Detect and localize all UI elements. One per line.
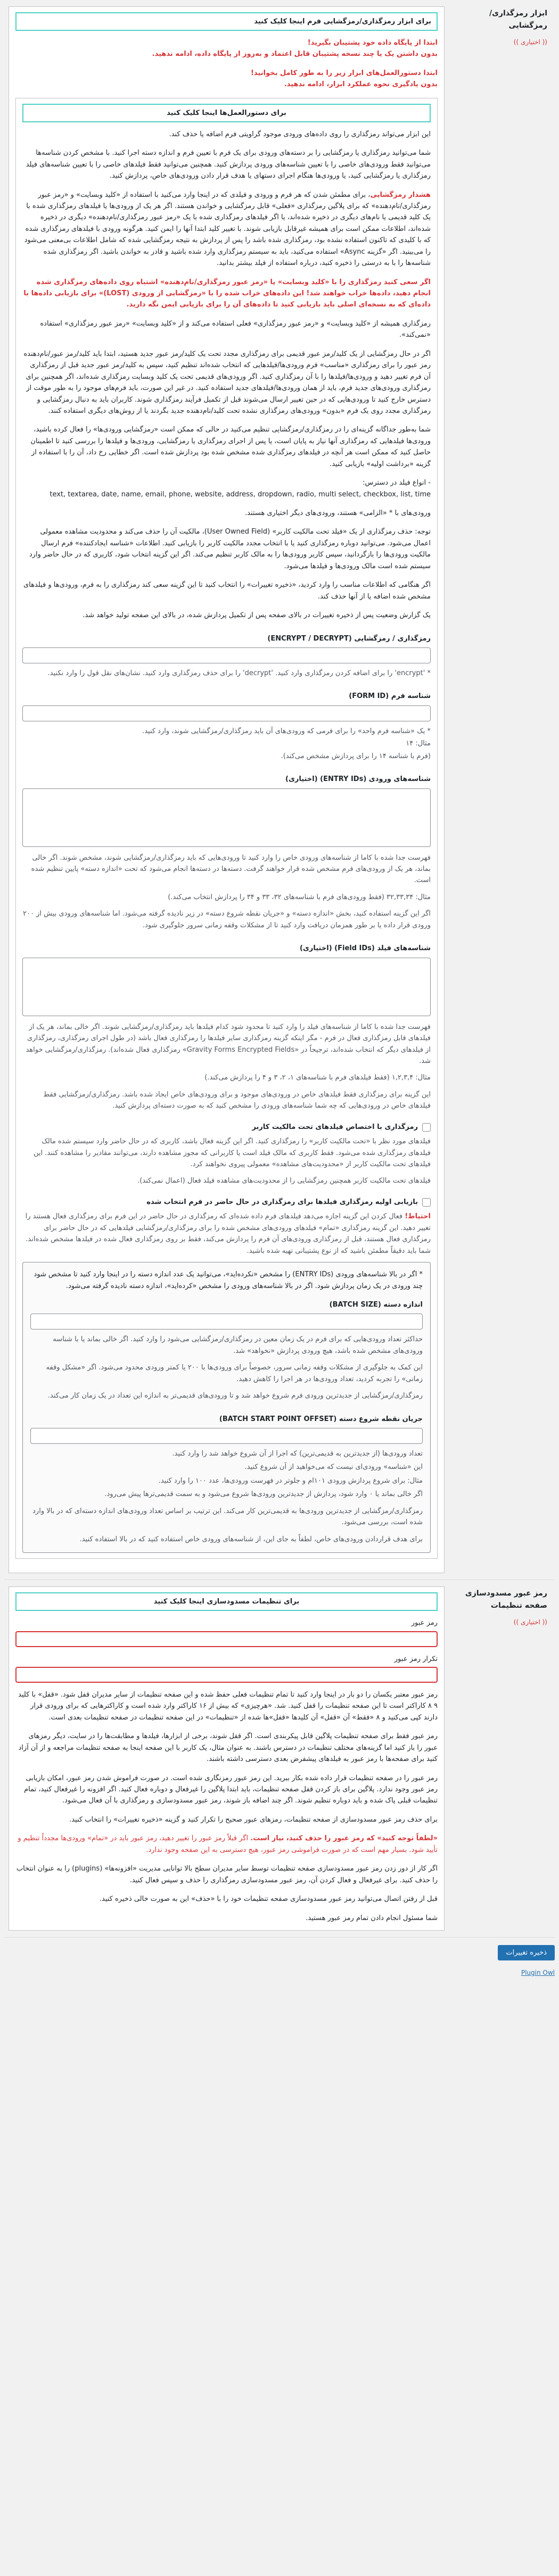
owner-checkbox[interactable]: [422, 1123, 431, 1132]
password-label: رمز عبور: [411, 1619, 438, 1627]
decrypt-warning-paragraph: [22, 189, 431, 269]
lock-red-lead: «لطفاً توجه کنید» که رمز عبور را حذف کنید، نیاز است.: [250, 1834, 438, 1843]
batch-start-note: این «شناسه» ورودی‌ای نیست که می‌خواهید از آن شروع کنید.: [244, 1463, 423, 1472]
batch-start-note: اگر خالی بماند یا ۰ وارد شود، پردازش از جدیدترین ورودی‌ها شروع می‌شود و به سمت قدیمی‌ترها پیش می‌رود.: [104, 1490, 423, 1499]
entry-ids-example: مثال: ۳۲,۳۳,۳۴ (فقط ورودی‌های فرم با شناسه‌های ۳۲، ۳۳ و ۳۴ را پردازش انتخاب می‌کند.): [168, 893, 431, 901]
entry-ids-note: اگر این گزینه استفاده کنید، بخش «اندازه دسته» و «جریان نقطه شروع دسته» در زیر نادیده گرفته می‌شود. اما شناسه‌های ورودی بیش از ۲۰۰ ورودی قرار داده یا بر طور همزمان دریافت وارد کنید تا از مشکلات وقفه زمانی سرور جلوگیری شود.: [23, 910, 431, 929]
instruction-paragraph: یک گزارش وضعیت پس از ذخیره تغییرات در بالای صفحه پس از تکمیل پردازش شده، در بالای این صفحه تولید خواهد شد.: [83, 611, 431, 620]
lock-paragraph: قبل از رفتن اتصال می‌توانید رمز عبور مسدودسازی صفحه تنظیمات خود را با «حذف» این به صورت خالی ذخیره کنید.: [99, 1895, 438, 1904]
instruction-paragraph: شما می‌توانید رمزگذاری یا رمزگشایی را بر دسته‌های ورودی برای یک فرم با تعیین فرم و اندازه دسته اجرا کنید. با مشخص کردن شناسه‌ها می‌توانید فقط ورودی‌های خاصی را با تعیین شناسه‌های ورودی پردازش کنید. همچنین می‌توانید فقط فیلدهای خاصی را با تعیین شناسه‌های فیلد رمزگذاری یا رمزگشایی کنید، یا ورودی‌ها هنگام اجرای دستهای یا هدف قرار دادن ورودی‌های خاص، پردازش کنید.: [26, 149, 431, 180]
section-sidebar: [451, 0, 555, 1580]
backup-warning-line2: بدون داشتن یک یا چند نسخه پشتیبان قابل اعتماد و به‌روز از پایگاه داده، ادامه ندهید.: [152, 50, 438, 59]
tool-help-box: [9, 6, 445, 1573]
instructions-toggle-button[interactable]: برای دستورالعمل‌ها اینجا کلیک کنید: [22, 104, 431, 122]
optional-badge: (( اختیاری )): [513, 38, 547, 46]
entry-ids-textarea[interactable]: [22, 788, 431, 847]
batch-size-note: این کمک به جلوگیری از مشکلات وقفه زمانی سرور، خصوصاً برای ورودی‌ها با ۲۰۰ یا کمتر ورودی محدود می‌شود. اگر «مشکل وقفه زمانی» را تجربه کردید، تعداد ورودی‌ها در هر اجرا را کاهش دهید.: [46, 1364, 423, 1383]
instruction-paragraph: توجه: حذف رمزگذاری از یک «فیلد تحت مالکیت کاربر» (User Owned Field)، مالکیت آن را حذف می‌کند و محدودیت مشاهده معمولی اعمال می‌شود. می‌توانید دوباره رمزگذاری کنید یا با انتخاب مجدد مالکیت کاربر را بازیابی کنید. اطلاعات «شناسه ایجاد‌کننده» فرم ارسال مالکیت ورودی‌ها را بازگردانید، سپس کاربر ورودی‌ها را به مالک کاربر تنظیم می‌کند. اگر این گزینه انتخاب شود، کاربری که در حال حاضر وارد سیستم شده است مالک ورودی‌ها و فیلدها می‌شود.: [29, 528, 431, 570]
instruction-paragraph: شما به‌طور جداگانه گزینه‌ای را در رمزگذاری/رمزگشایی تنظیم می‌کنید در حالی که ممکن است «رمزگشایی ورودی‌ها» را فعال کرده باشید، ورودی‌ها فیلدهایی که رمزگذاری آنها نیاز به پایان است، یا پس از اجرای رمزگذاری یا رمزگشایی، ورودی‌ها و فیلدها را بررسی کنید تا اطمینان حاصل کنید که ممکن است هر آنچه در فیلدهای رمزگذاری شده مشخص شده بود پردازش شده است. اگر خطایی رخ داد، آن را با استفاده از گزینه «برداشت اولیه» بازیابی کنید.: [30, 426, 431, 468]
wrong-key-warning: اگر سعی کنید رمزگذاری را با «کلید وبسایت» یا «رمز عبور رمزگذاری/نام‌دهنده» اشتباه روی داده‌های رمزگذاری شده انجام دهید، داده‌ها خراب خواهند شد! این داده‌های خراب شده را با «رمزگشایی از ورودی (LOST)» برای بازیابی داده‌ها با داده‌ای که به نسخه‌ای اصلی باید بازیابی کنید تا داده‌های آن را برای بازیابی ایمن نگه دارید.: [23, 278, 431, 309]
owner-check-note: فیلدهای تحت مالکیت کاربر همچنین رمزگشایی را از محدودیت‌های مشاهده فیلد فعال (اعمال نمی‌کند).: [137, 1177, 431, 1185]
restore-caution-lead: احتیاط!: [405, 1212, 431, 1221]
confirm-password-label: تکرار رمز عبور: [394, 1655, 438, 1663]
lock-paragraph: شما مسئول انجام دادن تمام رمز عبور هستید.: [306, 1914, 438, 1922]
restore-checkbox[interactable]: [422, 1198, 431, 1207]
encrypt-decrypt-section: [4, 0, 555, 1580]
restore-check-row: [22, 1196, 431, 1208]
instructions-box: [15, 98, 438, 1559]
restore-check-label: بازیابی اولیه رمزگذاری فیلدها برای رمزگذاری در حال حاضر در فرم انتخاب شده: [146, 1198, 418, 1206]
encrypt-decrypt-label: رمزگذاری / رمزگشایی (ENCRYPT / DECRYPT): [267, 634, 431, 643]
section-title: ابزار رمزگذاری/رمزگشایی: [489, 9, 547, 30]
section-main: [4, 1580, 451, 1937]
form-id-input[interactable]: [22, 705, 431, 721]
field-ids-note: این گزینه برای رمزگذاری فقط فیلدهای خاص در ورودی‌های موجود و برای ورودی‌های خاص ایجاد شده باشد. رمزگذاری/رمزگشایی فقط فیلدهای خاص در ورودی‌هایی که چه شما شناسه‌های ورودی را مشخص کنید که به صورت دسته‌ای پردازش کنید.: [43, 1090, 431, 1110]
section-title: رمز عبور مسدودسازی صفحه تنظیمات: [465, 1589, 547, 1610]
batch-size-note: رمزگذاری/رمزگشایی از جدیدترین ورودی فرم شروع خواهد شد و تا ورودی‌های قدیمی‌تر به اندازه این تعداد در یک زمان کار می‌کند.: [47, 1392, 423, 1400]
field-ids-example: مثال: ۱,۲,۳,۴ (فقط فیلدهای فرم با شناسه‌های ۱، ۲، ۳ و ۴ را پردازش می‌کند.): [204, 1074, 431, 1082]
form-id-example: مثال: ۱۴: [406, 739, 431, 748]
batch-start-input[interactable]: [30, 1428, 423, 1444]
batch-start-label: جریان نقطه شروع دسته (BATCH START POINT OFFSET): [219, 1415, 423, 1423]
field-types-block: [22, 477, 431, 500]
instruction-paragraph: اگر در حال رمزگشایی از یک کلید/رمز عبور قدیمی برای رمزگذاری مجدد تحت یک کلید/رمز عبور جدید هستید، ابتدا باید کلید/رمز عبور/نام‌دهنده رمز عبور را برای رمزگذاری «مناسب» فرم ورودی‌ها/فیلدهایی که انتخاب شده‌اند تنظیم کنید، سپس به کلید/رمز عبور جدید قبل از رمزگذاری آن فرم تغییر دهید و ورودی‌ها/فیلدها را با آن رمزگذاری کنید. اگر ورودی‌های قدیمی تحت یک کلید وبسایت رمزگذاری شده‌اند، اگر همچنین برای رمزگذاری ورودی‌های جدید فرم، باید از همان ورودی‌ها/فیلدهای جدید استفاده کنید. در غیر این صورت، باید فرم‌های موجود را به طور موقت از دسترس خارج کنید تا ورودی‌هایی که در حین تغییر ارسال می‌شوند قبل از تکمیل فرآیند رمزگذاری شوند. کاربران باید به دنبال رمزگشایی و رمزگذاری مجدد روی یک فرم «بدون» ورودی‌های رمزگذاری نشده تحت کلید/نام‌دهنده جدید بگردند یا از روش‌های دیگری استفاده کنند.: [23, 350, 431, 415]
owner-check-desc: فیلدهای مورد نظر با «تحت مالکیت کاربر» را رمزگذاری کنید. اگر این گزینه فعال باشد، کاربری که در حال حاضر وارد سیستم شده مالک فیلدهای رمزگذاری شده می‌شود. فقط کاربری که مالک فیلد است یا کاربرانی که مجوز مشاهده دارند، می‌توانند مقادیر را مشاهده کنند. این فیلدهای تحت مالکیت کاربر از «محدودیت‌های مشاهده» معمولی پیروی نخواهند کرد.: [33, 1137, 431, 1168]
batch-start-desc: تعداد ورودی‌ها (از جدیدترین به قدیمی‌ترین) که اجرا از آن شروع خواهد شد را وارد کنید.: [172, 1450, 423, 1458]
instruction-paragraph: اگر هنگامی که اطلاعات مناسب را وارد کردید، «ذخیره تغییرات» را انتخاب کنید تا این گزینه سعی کند رمزگذاری را به فرم، ورودی‌ها و فیلدهای مشخص شده اضافه یا از آنها حذف کند.: [23, 581, 431, 601]
lock-password-section: [4, 1580, 555, 1938]
form-id-desc: * یک «شناسه فرم واحد» را برای فرمی که ورودی‌های آن باید رمزگذاری/رمزگشایی شوند، وارد کنید.: [142, 727, 431, 735]
decrypt-warning-text: ، برای مطمئن شدن که هر فرم و ورودی و فیلدی که در اینجا وارد می‌کنید با استفاده از «کلید وبسایت» و «رمز عبور رمزگذاری/نام‌دهنده» که برای پلاگین رمزگذاری «فعلی» قابل رمزگشایی و خواندن هستند. اگر هر یک از ورودی‌ها یا فیلدهای رمزگذاری شده با یک کلید قدیمی یا نام‌های دیگری در ذخیره شده‌اند، یا اگر فیلدهای رمزگذاری شده با یک «رمز عبور رمزگذاری/نام‌دهنده» دیگری در ذخیره شده‌اند، اطلاعات ممکن است برای همیشه غیرقابل بازیابی شوند. با تغییر کلید ابتدا آنها را ایمن کنید. هرگونه ورودی با فیلدهای رمزگذاری شده که با کلیدی که تاکنون استفاده نشده بود، رمزگذاری شده باشد را پس از پردازش به نتیجه رمزگشایی شده که شامل اطلاعات بی‌معنی می‌شود را می‌بینید. اگر «گزینه Async» استفاده می‌کنید، باید به سیستم رمزگذاری وارد شده باشید و قادر به خواندن باشید. اگر رمزگذاری شده شناسه‌ها را با به درستی را ذخیره کنید، درباره استفاده از فیلد بیشتر بدانید.: [24, 190, 431, 268]
lock-paragraph: اگر کار از دور زدن رمز عبور مسدودسازی صفحه تنظیمات توسط سایر مدیران سطح بالا توانایی مدیریت «افزونه‌ها» (plugins) را به عنوان انتخاب را حذف کنید. برای غیرفعال و فعال کردن آن، رمز عبور مسدودسازی رمزگذاری را حذف و سپس فعال کنید.: [16, 1865, 438, 1884]
batch-start-note: رمزگذاری/رمزگشایی از جدیدترین ورودی‌ها به قدیمی‌ترین کار می‌کند. این ترتیب بر اساس تعداد ورودی‌های اندازه دسته‌ای که در بالا وارد شده است، بررسی می‌شود.: [32, 1507, 423, 1527]
lock-red-text: اگر قبلاً رمز عبور را تغییر دهید، رمز عبور باید در «تمام» ورودی‌ها مجدداً تنظیم و تأیید شود. بسیار مهم است که در صورت فراموشی رمز عبور، هیچ دسترسی به این صفحه وجود ندارد.: [18, 1834, 438, 1854]
batch-start-note: برای هدف قراردادن ورودی‌های خاص، لطفاً به جای این، از شناسه‌های ورودی خاص استفاده کنید که در بالا استفاده کنید.: [79, 1535, 423, 1543]
entry-ids-desc: فهرست جدا شده با کاما از شناسه‌های ورودی خاص را وارد کنید تا ورودی‌هایی که باید رمزگذاری/رمزگشایی شوند، مشخص شوند. اگر خالی بماند، هر یک از ورودی‌های فرم مشخص شده قرار خواهند گرفت. دسته‌ها در دسته‌ها انجام می‌شود که تحت «اندازه دسته» پایین تنظیم شده است.: [31, 853, 431, 885]
entry-ids-label: شناسه‌های ورودی (ENTRY IDs) (اختیاری): [285, 775, 431, 784]
encrypt-decrypt-desc: * 'encrypt' را برای اضافه کردن رمزگذاری وارد کنید. 'decrypt' را برای حذف رمزگذاری وارد کنید. نشان‌های نقل قول را وارد نکنید.: [47, 669, 431, 677]
required-note: ورودی‌های با * «الزامی» هستند، ورودی‌های دیگر اختیاری هستند.: [244, 509, 431, 517]
lock-paragraph: رمز عبور را در صفحه تنظیمات قرار داده شده بکار ببرید. این رمز عبور رمزنگاری شده است. در صورت فراموش شدن رمز عبور، امکان بازیابی رمز عبور وجود ندارد. پلاگین برای باز کردن قفل صفحه تنظیمات، باید ابتدا پلاگین را غیرفعال و دوباره فعال کنید. اگر افزونه را غیرفعال کنید، تمام تنظیمات قبلی پاک شده و باید دوباره تنظیم شوند. اگر چند اضافه باز شوند، رمز عبور مسدودسازی و رمزگذاری با آن فعال می‌شود.: [24, 1774, 438, 1805]
save-changes-button[interactable]: ذخیره تغییرات: [498, 1945, 555, 1960]
batch-size-input[interactable]: [30, 1314, 423, 1329]
instructions-warning-line2: بدون یادگیری نحوه عملکرد ابزار، ادامه ندهید.: [284, 80, 438, 89]
plugin-owl-link[interactable]: Plugin Owl: [521, 1968, 555, 1976]
decrypt-warning-lead: هشدار رمزگشایی: [370, 190, 431, 199]
section-main: [4, 0, 451, 1580]
section-sidebar: [451, 1580, 555, 1937]
batch-start-note: مثال: برای شروع پردازش ورودی ۱۰۱ام و جلوتر در فهرست ورودی‌ها، عدد ۱۰۰ را وارد کنید.: [158, 1476, 423, 1485]
batch-size-desc: حداکثر تعداد ورودی‌هایی که برای فرم در یک زمان معین در رمزگذاری/رمزگشایی می‌شود را وارد کنید. اگر خالی بماند یا با شناسه ورودی‌های مشخص شده باشد، هیچ ورودی پردازش «نخواهد» شد.: [53, 1335, 423, 1355]
backup-warning: [15, 37, 438, 60]
field-ids-desc: فهرست جدا شده با کاما از شناسه‌های فیلد را وارد کنید تا محدود شود کدام فیلدها باید رمزگذاری/رمزگشایی شوند. اگر خالی بماند، هر یک از فیلدهای قابل رمزگذاری فعال در فرم - مگر اینکه گزینه رمزگذاری سایر فیلدها را رمزگذاری فعال باشد (در طول اجرای رمزگذاری، رمزگذاری از فیلدهای دیگر که انتخاب شده‌اند، ترجیحاً در «Gravity Forms Encrypted Fields» رمزگذاری فعال شده‌اند). رمزگذاری/رمزگشایی خواهد شد.: [26, 1023, 431, 1065]
restore-caution-text: فعال کردن این گزینه اجازه می‌دهد فیلدهای فرم داده شده‌ای که رمزگذاری در حال حاضر در این فرم برای رمزگذاری فعال هستند را تغییر دهید. این گزینه رمزگذاری «تمام» فیلدهای ورودی‌های مشخص شده را برای رمزگذاری/رمزگشایی فیلدهایی که در حال حاضر برای رمزگذاری فعال هستند، قبل از رمزگذاری ورودی‌های آن فرم را پردازش می‌کند، فقط بر روی رمزگذاری فعال شده در فیلدها مشخص شده‌اند. شما باید دقیقاً مطمئن باشید که از نوع پشتیبانی تهیه شده باشید.: [25, 1212, 431, 1255]
batch-size-label: اندازه دسته (BATCH SIZE): [329, 1300, 423, 1309]
lock-help-toggle-button[interactable]: برای تنظیمات مسدودسازی اینجا کلیک کنید: [15, 1592, 438, 1611]
encrypt-decrypt-input[interactable]: [22, 647, 431, 663]
restore-check-desc: [22, 1211, 431, 1257]
lock-help-box: [9, 1586, 445, 1931]
batch-panel: [22, 1262, 431, 1553]
lock-red-paragraph: [15, 1833, 438, 1856]
batch-help-text: * اگر در بالا شناسه‌های ورودی (ENTRY IDs) را مشخص «نکرده‌اید»، می‌توانید یک عدد اندازه دسته را در اینجا وارد کنید تا مشخص شود چند ورودی در یک زمان پردازش شود. اگر در بالا شناسه‌های ورودی را مشخص «کرده‌اید»، اندازه دسته نادیده گرفته می‌شود.: [34, 1270, 423, 1290]
instructions-warning: [15, 68, 438, 90]
intro-text: این ابزار می‌تواند رمزگذاری را روی داده‌های ورودی موجود گراویتی فرم اضافه یا حذف کند.: [169, 130, 431, 138]
optional-badge: (( اختیاری )): [513, 1618, 547, 1626]
owner-check-row: [22, 1121, 431, 1133]
lock-paragraph: رمز عبور معتبر یکسان را دو بار در اینجا وارد کنید تا تمام تنظیمات فعلی حفظ شده و این صفحه تنظیمات از سایر مدیران قفل شود. «قفل» با کلید ۹ ۸ کاراکتر است تا این صفحه تنظیمات را قفل کنید. شد. «هرچیزی» که بیش از ۱۶ کاراکتر وارد شده است و کاراکترهایی که برای ورودی قرار دارند کپی می‌کنید و ۸ «فقط» آن «قفل» آن کلیدها «قفل»‌ها شده از «تنظیمات» در این صفحه تنظیمات در صفحه تنظیمات بعدی است.: [18, 1690, 438, 1722]
confirm-password-input[interactable]: [15, 1667, 438, 1683]
field-types-list: text, textarea, date, name, email, phone, website, address, dropdown, radio, multi select, checkbox, list, time: [50, 490, 431, 498]
form-id-label: شناسه فرم (FORM ID): [349, 692, 431, 701]
lock-paragraph: رمز عبور فقط برای صفحه تنظیمات پلاگین قابل پیکربندی است. اگر قفل شوند، برخی از ابزارها، فیلدها و مطابقت‌ها را در سایت، دیگر رمزهای عبور را باز کنید اما گزینه‌های مختلف تنظیمات در دسترس باشند. به عنوان مثال، یک کاربر با این صفحه اینجا به صفحه تنظیمات مراجعه و از آن آزاد کنید برای صفحه‌ها با رمز عبور به فیلدهای پیشفرض بعدی دسترسی داشته باشند.: [18, 1732, 438, 1764]
page-footer: [4, 1938, 555, 1979]
field-ids-textarea[interactable]: [22, 958, 431, 1016]
password-input[interactable]: [15, 1631, 438, 1647]
field-types-title: - انواع فیلد در دسترس:: [363, 479, 431, 487]
instructions-warning-line1: ابتدا دستورالعمل‌های ابزار زیر را به طور کامل بخوانید!: [251, 69, 438, 77]
tool-help-toggle-button[interactable]: برای ابزار رمزگذاری/رمزگشایی فرم اینجا کلیک کنید: [15, 12, 438, 31]
lock-paragraph: برای حذف رمز عبور مسدودسازی از صفحه تنظیمات، رمزهای عبور صحیح را تکرار کنید و گزینه «ذخیره تغییرات» را انتخاب کنید.: [69, 1815, 438, 1824]
form-id-note: (فرم با شناسه ۱۴ را برای پردازش مشخص می‌کند).: [281, 752, 431, 760]
field-ids-label: شناسه‌های فیلد (Field IDs) (اختیاری): [300, 944, 431, 953]
backup-warning-line1: ابتدا از پایگاه داده خود پشتیبان بگیرید!: [307, 39, 438, 47]
instruction-paragraph: رمزگذاری همیشه از «کلید وبسایت» و «رمز عبور رمزگذاری» فعلی استفاده می‌کند و از «کلید وبسایت» «رمز عبور رمزگذاری» استفاده «نمی‌کند».: [40, 319, 431, 339]
owner-check-label: رمزگذاری با اختصاص فیلدهای تحت مالکیت کاربر: [252, 1123, 418, 1131]
